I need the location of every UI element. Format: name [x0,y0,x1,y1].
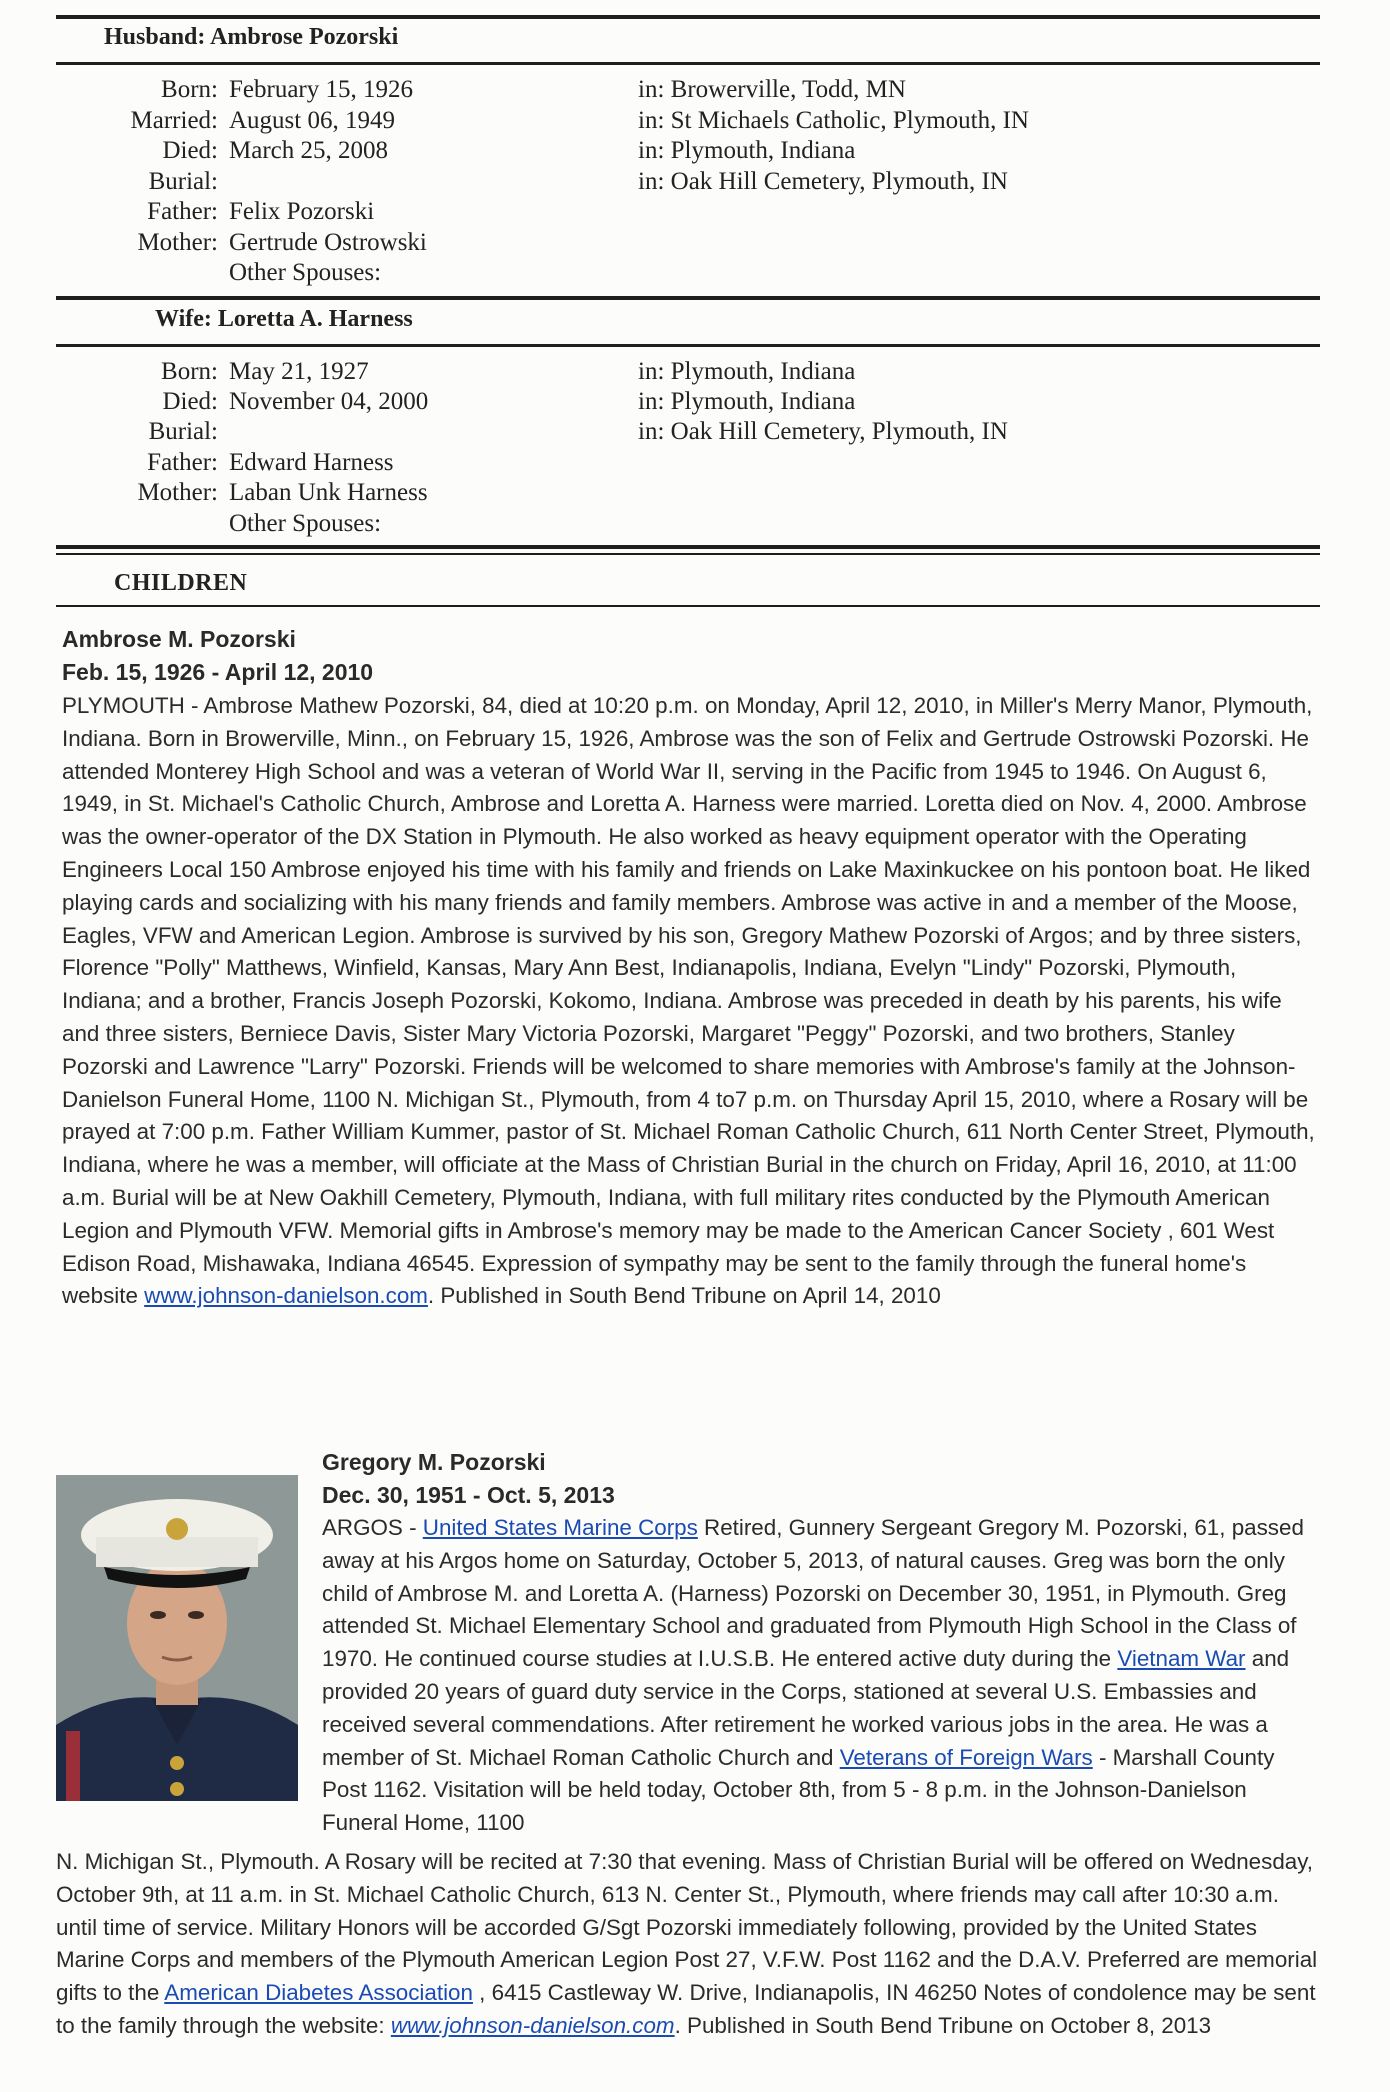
loc-text: Plymouth, Indiana [670,358,856,385]
loc-text: Oak Hill Cemetery, Plymouth, IN [670,418,1008,445]
top-rule [56,15,1320,19]
fact-location [638,416,1008,447]
obit2-t6: , 6415 Castleway W. Drive, Indianapolis, IN 46250 Notes of condolence may be sent to the family through the website: [56,1980,1316,2038]
obit2-t4: - Marshall County Post 1162. Visitation will be held today, October 8th, from 5 - 8 p.m. in the Johnson-Danielson Funeral Home, 1100 [322,1744,1275,1836]
marine-portrait-photo [56,1475,298,1801]
obit1-name: Ambrose M. Pozorski [62,626,296,652]
other-spouses-label: Other Spouses: [229,510,382,537]
fact-label: Father: [147,449,218,476]
fact-label: Born: [161,76,218,103]
obit1-website-link[interactable]: www.johnson-danielson.com [144,1283,428,1309]
fact-label: Died: [162,137,218,164]
portrait-cap-band [96,1537,258,1567]
fact-location [638,135,855,166]
children-title: CHILDREN [114,570,248,596]
fact-value: March 25, 2008 [229,137,388,164]
loc-text: Oak Hill Cemetery, Plymouth, IN [670,168,1008,195]
vietnam-war-link[interactable]: Vietnam War [1117,1646,1246,1672]
wife-rule [56,344,1320,347]
fact-location [638,356,855,387]
fact-row [0,386,1390,417]
fact-row [0,356,1390,387]
husband-name: Ambrose Pozorski [210,24,399,50]
other-spouses-row [229,257,381,288]
portrait-eye-right [188,1611,204,1619]
loc-prefix: in: [638,137,665,164]
loc-text: St Michaels Catholic, Plymouth, IN [670,107,1029,134]
loc-prefix: in: [638,168,665,195]
portrait-button [170,1756,184,1770]
husband-header-label: Husband: [104,24,206,50]
obit2-name: Gregory M. Pozorski [322,1449,546,1475]
fact-label: Died: [162,388,218,415]
fact-row [0,196,1390,227]
fact-value: Felix Pozorski [229,198,375,225]
fact-label: Born: [161,358,218,385]
ada-link[interactable]: American Diabetes Association [164,1980,473,2006]
fact-value: Gertrude Ostrowski [229,229,427,256]
loc-prefix: in: [638,388,665,415]
obit2-text-upper [322,1512,1322,1840]
fact-value: May 21, 1927 [229,358,369,385]
fact-row [0,447,1390,478]
fact-value: February 15, 1926 [229,76,413,103]
wife-top-rule [56,296,1320,300]
loc-text: Browerville, Todd, MN [670,76,906,103]
fact-row [0,74,1390,105]
portrait-eye-left [150,1611,166,1619]
fact-row [0,227,1390,258]
fact-location [638,105,1029,136]
fact-row [0,416,1390,447]
obit2-t5: N. Michigan St., Plymouth. A Rosary will be recited at 7:30 that evening. Mass of Christian Burial will be offered on Wednesday, October 9th, at 11 a.m. in St. Michael Catholic Church, 613 N. Center St., Plymouth, where friends may call after 10:30 a.m. until time of service. Military Honors will be accorded G/Sgt Pozorski immediately following, provided by the United States Marine Corps and members of the Plymouth American Legion Post 27, V.F.W. Post 1162 and the D.A.V. Preferred are memorial gifts to the [56,1849,1318,2006]
portrait-piping [66,1731,80,1801]
children-top-rule [56,545,1320,549]
usmc-link[interactable]: United States Marine Corps [422,1515,698,1540]
fact-value: Edward Harness [229,449,394,476]
fact-row [0,135,1390,166]
wife-header-label: Wife: [155,306,212,332]
wife-header [155,306,413,333]
obit1-body [62,690,1322,1313]
obit2-t7: . Published in South Bend Tribune on October 8, 2013 [674,2012,1212,2038]
husband-header [104,24,398,51]
vfw-link[interactable]: Veterans of Foreign Wars [839,1744,1093,1770]
fact-label: Burial: [148,418,218,445]
husband-rule [56,62,1320,65]
obit2-t2: Retired, Gunnery Sergeant Gregory M. Pozorski, 61, passed away at his Argos home on Saturday, October 5, 2013, of natural causes. Greg was born the only child of Ambrose M. and Loretta A. (Harness) Pozorski on December 30, 1951, in Plymouth. Greg attended St. Michael Elementary School and graduated from Plymouth High School in the Class of 1970. He continued course studies at I.U.S.B. He entered active duty during the [322,1515,1304,1672]
wife-name: Loretta A. Harness [217,306,413,332]
children-rule [56,605,1320,607]
fact-label: Mother: [137,229,218,256]
portrait-image [56,1475,298,1801]
loc-prefix: in: [638,358,665,385]
loc-text: Plymouth, Indiana [670,137,856,164]
fact-value: Laban Unk Harness [229,479,428,506]
fact-value: August 06, 1949 [229,107,395,134]
obit2-text-lower [56,1846,1324,2043]
fact-location [638,386,855,417]
fact-label: Burial: [148,168,218,195]
children-top-rule-thin [56,553,1320,555]
fact-label: Mother: [137,479,218,506]
obit2-website-link[interactable]: www.johnson-danielson.com [390,2012,675,2038]
fact-location [638,74,906,105]
fact-row [0,166,1390,197]
fact-value: November 04, 2000 [229,388,429,415]
portrait-button [170,1782,184,1796]
other-spouses-row [229,508,381,539]
obit1-body-text: PLYMOUTH - Ambrose Mathew Pozorski, 84, died at 10:20 p.m. on Monday, April 12, 2010, in Miller's Merry Manor, Plymouth, Indiana. Born in Browerville, Minn., on February 15, 1926, Ambrose was the son of Felix and Gertrude Ostrowski Pozorski. He attended Monterey High School and was a veteran of World War II, serving in the Pacific from 1945 to 1946. On August 6, 1949, in St. Michael's Catholic Church, Ambrose and Loretta A. Harness were married. Loretta died on Nov. 4, 2000. Ambrose was the owner-operator of the DX Station in Plymouth. He also worked as heavy equipment operator with the Operating Engineers Local 150 Ambrose enjoyed his time with his family and friends on Lake Maxinkuckee on his pontoon boat. He liked playing cards and socializing with his many friends and family members. Ambrose was active in and a member of the Moose, Eagles, VFW and American Legion. Ambrose is survived by his son, Gregory Mathew Pozorski of Argos; and by three sisters, Florence "Polly" Matthews, Winfield, Kansas, Mary Ann Best, Indianapolis, Indiana, Evelyn "Lindy" Pozorski, Plymouth, Indiana; and a brother, Francis Joseph Pozorski, Kokomo, Indiana. Ambrose was preceded in death by his parents, his wife and three sisters, Berniece Davis, Sister Mary Victoria Pozorski, Margaret "Peggy" Pozorski, and two brothers, Stanley Pozorski and Lawrence "Larry" Pozorski. Friends will be welcomed to share memories with Ambrose's family at the Johnson-Danielson Funeral Home, 1100 N. Michigan St., Plymouth, from 4 to7 p.m. on Thursday April 15, 2010, where a Rosary will be prayed at 7:00 p.m. Father William Kummer, pastor of St. Michael Roman Catholic Church, 611 North Center Street, Plymouth, Indiana, where he was a member, will officiate at the Mass of Christian Burial in the church on Friday, April 16, 2010, at 11:00 a.m. Burial will be at New Oakhill Cemetery, Plymouth, Indiana, with full military rites conducted by the Plymouth American Legion and Plymouth VFW. Memorial gifts in Ambrose's memory may be made to the American Cancer Society , 601 West Edison Road, Mishawaka, Indiana 46545. Expression of sympathy may be sent to the family through the funeral home's website [62,693,1315,1309]
loc-prefix: in: [638,76,665,103]
other-spouses-label: Other Spouses: [229,259,382,286]
obit2-t3: and provided 20 years of guard duty service in the Corps, stationed at several U.S. Embassies and received several commendations. After retirement he worked various jobs in the area. He was a member of St. Michael Roman Catholic Church and [322,1646,1290,1770]
obit1-tail: . Published in South Bend Tribune on April 14, 2010 [427,1283,941,1309]
fact-label: Married: [130,107,218,134]
portrait-cap-emblem [166,1518,188,1540]
loc-prefix: in: [638,107,665,134]
fact-row [0,105,1390,136]
loc-text: Plymouth, Indiana [670,388,856,415]
obit2-dates: Dec. 30, 1951 - Oct. 5, 2013 [322,1482,615,1508]
loc-prefix: in: [638,418,665,445]
fact-location [638,166,1008,197]
fact-row [0,477,1390,508]
obit1-dates: Feb. 15, 1926 - April 12, 2010 [62,659,374,685]
obit1-text [62,690,1322,1313]
obit2-body-lower [56,1846,1324,2043]
obit2-body-upper [322,1512,1322,1840]
obit2-t1: ARGOS - [322,1515,423,1540]
fact-label: Father: [147,198,218,225]
